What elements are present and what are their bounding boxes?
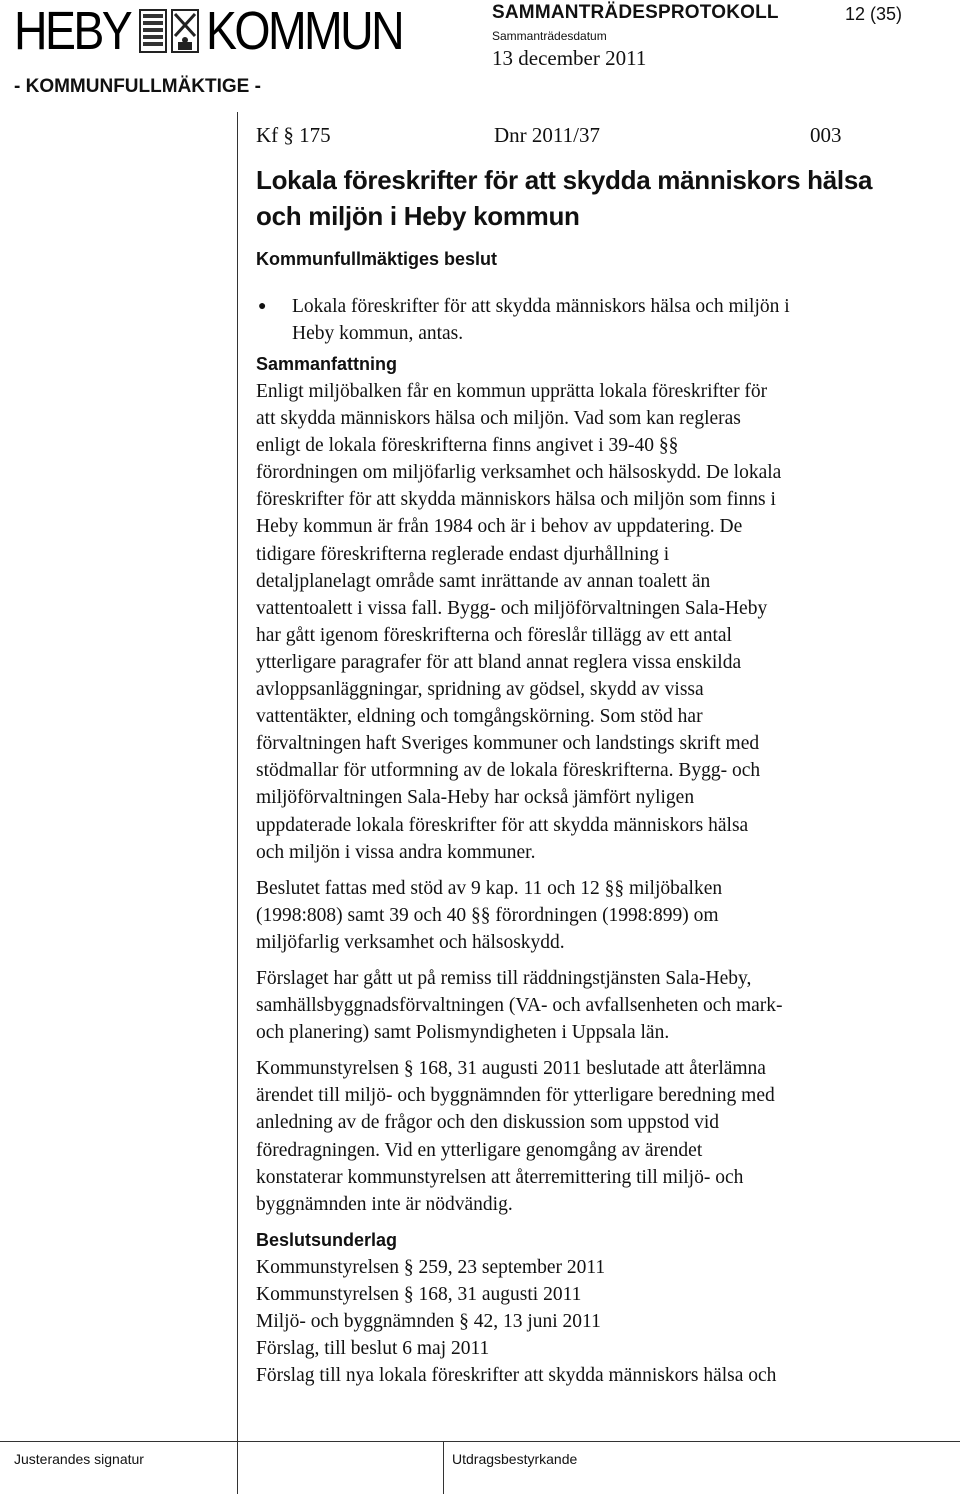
decision-text-line-2: Heby kommun, antas. [292,323,464,344]
basis-list [256,1254,946,1389]
case-paragraph: Kf § 175 [256,123,331,147]
basis-item: Kommunstyrelsen § 259, 23 september 2011 [256,1256,606,1278]
summary-line: enligt de lokala föreskrifterna finns angivet i 39-40 §§ [256,435,679,457]
case-title [256,162,946,234]
history-paragraph [256,1055,946,1218]
page-number: 12 (35) [844,4,902,24]
history-line: konstaterar kommunstyrelsen att återremittering till miljö- och [256,1166,744,1188]
summary-line: och miljön i vissa andra kommuner. [256,841,536,863]
history-line: Kommunstyrelsen § 168, 31 augusti 2011 beslutade att återlämna [256,1058,766,1080]
case-title-line-1: Lokala föreskrifter för att skydda människors hälsa [256,165,873,195]
case-title-line-2: och miljön i Heby kommun [256,201,580,231]
summary-line: tidigare föreskrifterna reglerade endast djurhållning i [256,543,670,565]
decision-text-line-1: Lokala föreskrifter för att skydda människors hälsa och miljön i [292,296,790,317]
case-reference [256,120,946,150]
summary-line: miljöförvaltningen Sala-Heby har också jämfört nyligen [256,787,695,809]
meeting-date-label: Sammanträdesdatum [492,29,607,43]
basis-heading: Beslutsunderlag [256,1229,398,1250]
legal-basis-line: Beslutet fattas med stöd av 9 kap. 11 och 12 §§ miljöbalken [256,877,723,899]
summary-line: stödmallar för utformning av de lokala föreskrifterna. Bygg- och [256,760,761,782]
decision-heading: Kommunfullmäktiges beslut [256,249,498,269]
summary-line: förvaltningen haft Sveriges kommuner och landstings skrift med [256,733,760,755]
municipality-logo [14,1,403,61]
history-line: byggnämnden inte är nödvändig. [256,1193,513,1215]
summary-line: vattentoalett i vissa fall. Bygg- och miljöförvaltningen Sala-Heby [256,597,768,619]
coat-of-arms-icon [134,6,204,56]
case-code: 003 [810,123,842,147]
basis-item: Kommunstyrelsen § 168, 31 augusti 2011 [256,1283,582,1305]
summary-line: uppdaterade lokala föreskrifter för att skydda människors hälsa [256,814,749,836]
summary-line: avloppsanläggningar, spridning av gödsel, skydd av vissa [256,679,704,701]
footer-column-divider [443,1441,444,1494]
summary-line: föreskrifter för att skydda människors hälsa och miljön som finns i [256,489,776,511]
summary-heading: Sammanfattning [256,354,398,374]
consultation-line: Förslaget har gått ut på remiss till räddningstjänsten Sala-Heby, [256,967,752,989]
bullet-icon: ● [258,299,267,314]
logo-text-kommun: KOMMUN [206,1,403,61]
footer-divider [0,1441,960,1442]
meeting-date: 13 december 2011 [492,46,647,70]
case-diary-number: Dnr 2011/37 [494,123,600,147]
logo-text-heby: HEBY [14,1,131,61]
signature-label: Justerandes signatur [14,1451,144,1467]
history-line: föredragningen. Vid en ytterligare genomgång av ärendet [256,1139,703,1161]
basis-item: Miljö- och byggnämnden § 42, 13 juni 2011 [256,1311,601,1332]
protocol-title: SAMMANTRÄDESPROTOKOLL [492,2,779,23]
summary-line: förordningen om miljöfarlig verksamhet och hälsoskydd. De lokala [256,462,782,484]
summary-paragraph [256,378,946,866]
consultation-line: samhällsbyggnadsförvaltningen (VA- och avfallsenheten och mark- [256,995,783,1017]
summary-line: att skydda människors hälsa och miljön. Vad som kan regleras [256,408,741,430]
consultation-line: och planering) samt Polismyndigheten i Uppsala län. [256,1022,670,1044]
summary-line: vattentäkter, eldning och tomgångskörning. Som stöd har [256,706,703,728]
summary-line: detaljplanelagt område samt inrättande av annan toalett än [256,570,711,592]
document-body [256,120,946,1389]
margin-divider [237,112,238,1494]
history-line: anledning av de frågor och den diskussion som uppstod vid [256,1112,720,1134]
decision-bullet [256,293,946,347]
basis-item: Förslag, till beslut 6 maj 2011 [256,1338,490,1360]
consultation-paragraph [256,965,946,1046]
summary-line: har gått igenom föreskrifterna och föreslår tillägg av ett antal [256,624,732,646]
history-line: ärendet till miljö- och byggnämnden för ytterligare beredning med [256,1085,775,1107]
legal-basis-line: (1998:808) samt 39 och 40 §§ förordningen (1998:899) om [256,904,719,926]
legal-basis-paragraph [256,875,946,956]
summary-line: ytterligare paragrafer för att bland annat reglera vissa enskilda [256,651,742,673]
summary-line: Enligt miljöbalken får en kommun upprätta lokala föreskrifter för [256,381,768,402]
certification-label: Utdragsbestyrkande [452,1451,578,1467]
basis-item: Förslag till nya lokala föreskrifter att skydda människors hälsa och [256,1365,777,1387]
legal-basis-line: miljöfarlig verksamhet och hälsoskydd. [256,931,565,953]
department-label: - KOMMUNFULLMÄKTIGE - [14,76,261,97]
summary-line: Heby kommun är från 1984 och är i behov av uppdatering. De [256,516,743,538]
